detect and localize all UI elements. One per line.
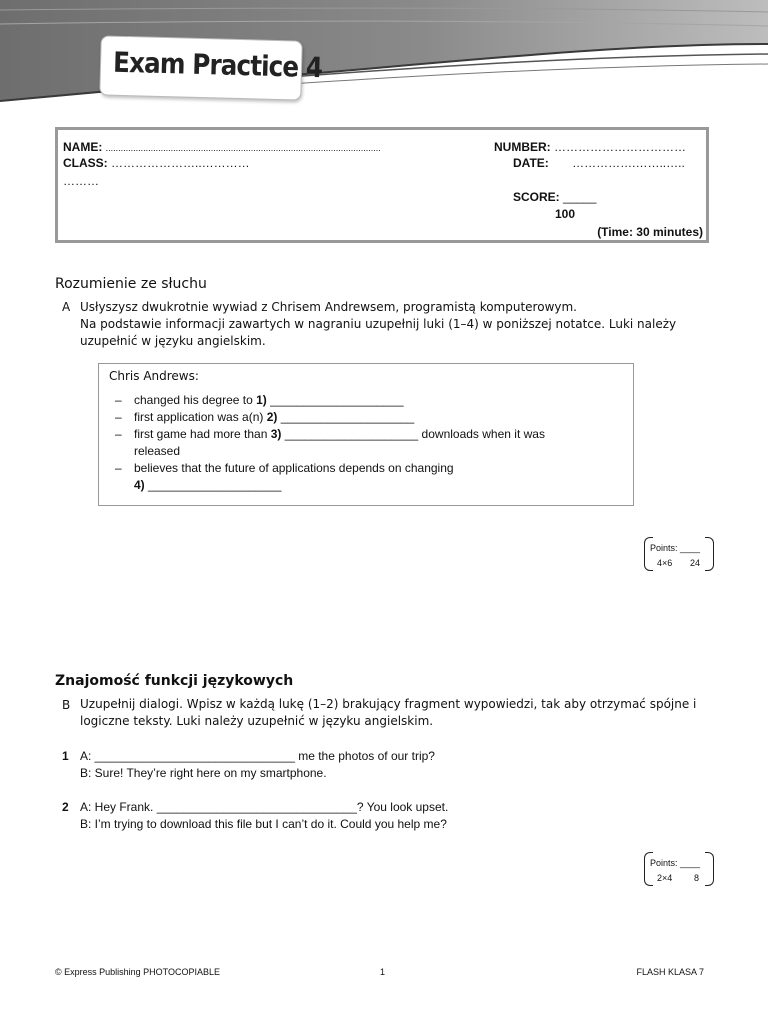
dash: – xyxy=(115,393,122,407)
name-field xyxy=(63,140,381,154)
class-blank-continued: ……… xyxy=(63,174,99,188)
section-a-title: Rozumienie ze słuchu xyxy=(55,276,207,292)
listening-note-box xyxy=(98,363,634,506)
gap-number: 3) xyxy=(270,427,282,441)
date-blank: …………….……..….. xyxy=(572,156,685,170)
gap-blank[interactable]: ____________________ xyxy=(266,393,404,407)
gap-blank[interactable]: ____________________ xyxy=(144,478,282,492)
class-label: CLASS: xyxy=(63,156,108,170)
gap-blank[interactable]: ____________________ downloads when it was released xyxy=(134,427,545,458)
note-heading: Chris Andrews: xyxy=(109,369,199,383)
date-field xyxy=(513,156,685,170)
footer-page-number: 1 xyxy=(380,967,386,977)
points-label: Points: ____ xyxy=(650,543,701,553)
points-formula: 2×4 xyxy=(657,873,673,883)
dialogue-number: 2 xyxy=(62,800,69,814)
class-blank: …………………..………… xyxy=(111,156,250,170)
note-text: changed his degree to xyxy=(134,393,257,407)
name-blank: .............................................................................................................. xyxy=(105,143,381,153)
gap-blank[interactable]: ____________________ xyxy=(277,410,415,424)
section-b-title: Znajomość funkcji językowych xyxy=(55,673,294,689)
dash: – xyxy=(115,461,122,475)
number-blank: …………………………… xyxy=(554,140,687,154)
note-text: first game had more than xyxy=(134,427,271,441)
task-b-instruction: Uzupełnij dialogi. Wpisz w każdą lukę (1–2) brakujący fragment wypowiedzi, tak aby otrzymać spójne i logiczne teksty. Luki należy uzupełnić w języku angielskim. xyxy=(80,697,697,728)
task-b-letter: B xyxy=(62,698,71,712)
points-formula: 4×6 xyxy=(657,558,673,568)
class-field xyxy=(63,156,250,170)
note-item xyxy=(115,426,615,460)
task-a-instruction xyxy=(80,299,710,350)
points-box-b xyxy=(644,852,714,886)
dialogue-line-a[interactable]: A: Hey Frank. ______________________________? You look upset. xyxy=(80,800,449,814)
points-max: 8 xyxy=(694,873,700,883)
gap-number: 4) xyxy=(134,478,145,492)
number-field xyxy=(494,140,686,154)
title-tab xyxy=(99,35,323,100)
footer-copyright: © Express Publishing PHOTOCOPIABLE xyxy=(55,967,221,977)
score-label: SCORE: xyxy=(513,190,560,204)
note-text: first application was a(n) xyxy=(134,410,267,424)
student-info-box xyxy=(55,127,709,243)
task-a-letter: A xyxy=(62,300,71,314)
dialogue-number: 1 xyxy=(62,749,69,763)
page-title: Exam Practice 4 xyxy=(112,45,323,85)
dialogue-line-b: B: Sure! They’re right here on my smartphone. xyxy=(80,766,327,780)
note-item xyxy=(115,409,615,426)
dialogue-line-b: B: I’m trying to download this file but I can’t do it. Could you help me? xyxy=(80,817,447,831)
number-label: NUMBER: xyxy=(494,140,551,154)
note-item xyxy=(115,460,615,494)
gap-number: 2) xyxy=(266,410,278,424)
time-limit: (Time: 30 minutes) xyxy=(597,225,703,239)
note-item xyxy=(115,392,615,409)
dash: – xyxy=(115,427,122,441)
name-label: NAME: xyxy=(63,140,103,154)
score-field xyxy=(513,190,596,204)
date-label: DATE: xyxy=(513,156,549,170)
footer-series: FLASH KLASA 7 xyxy=(636,967,704,977)
dash: – xyxy=(115,410,122,424)
task-a-instruction-line-1: Usłyszysz dwukrotnie wywiad z Chrisem Andrewsem, programistą komputerowym. xyxy=(80,300,577,314)
note-text: believes that the future of applications depends on changing xyxy=(134,461,454,475)
gap-number: 1) xyxy=(256,393,267,407)
points-max: 24 xyxy=(690,558,701,568)
score-total: 100 xyxy=(555,207,576,221)
dialogue-line-a[interactable]: A: ______________________________ me the photos of our trip? xyxy=(80,749,435,763)
points-label: Points: ____ xyxy=(650,858,701,868)
task-a-instruction-line-2: Na podstawie informacji zawartych w nagraniu uzupełnij luki (1–4) w poniższej notatce. Luki należy uzupełnić w języku angielskim. xyxy=(80,317,677,348)
score-blank: _____ xyxy=(563,190,597,204)
points-box-a xyxy=(644,537,714,571)
